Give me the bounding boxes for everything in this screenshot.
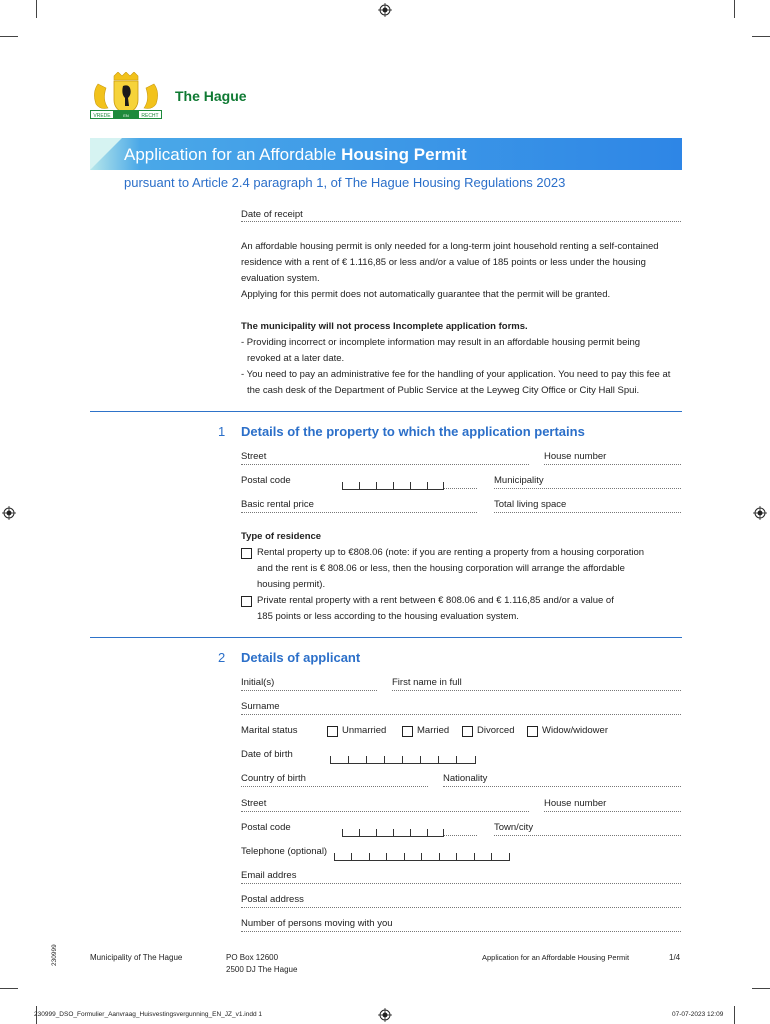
- marital-divorced-label: Divorced: [477, 725, 515, 736]
- crest-motto-mid: EN: [123, 113, 129, 118]
- telephone-boxes[interactable]: [334, 850, 510, 861]
- applicant-postal-code-label: Postal code: [241, 822, 291, 833]
- warning-heading: The municipality will not process Incomplete application forms.: [241, 321, 528, 332]
- telephone-label: Telephone (optional): [241, 846, 328, 857]
- street-field[interactable]: [241, 464, 529, 465]
- section-2-number: 2: [218, 650, 226, 665]
- registration-mark-icon: [378, 1008, 392, 1022]
- date-of-receipt-field[interactable]: [241, 221, 681, 222]
- footer-po-box: PO Box 12600: [226, 953, 279, 962]
- street-label: Street: [241, 451, 267, 462]
- persons-moving-field[interactable]: [241, 931, 681, 932]
- page-subtitle: pursuant to Article 2.4 paragraph 1, of The Hague Housing Regulations 2023: [124, 175, 566, 190]
- applicant-house-number-field[interactable]: [544, 811, 681, 812]
- municipality-label: Municipality: [494, 475, 544, 486]
- nationality-field[interactable]: [443, 786, 681, 787]
- marital-status-label: Marital status: [241, 725, 298, 736]
- postal-code-tail: [444, 488, 477, 489]
- footer-doc-title: Application for an Affordable Housing Permit: [482, 953, 630, 962]
- intro-line: residence with a rent of € 1.116,85 or less and/or a value of 185 points or less under the housing: [241, 257, 646, 268]
- residence-option-1-line: housing permit).: [257, 579, 326, 590]
- basic-rental-price-label: Basic rental price: [241, 499, 314, 510]
- intro-line: An affordable housing permit is only needed for a long-term joint household renting a self-contained: [241, 241, 659, 252]
- page-title-emphasis: Housing Permit: [341, 145, 467, 164]
- footer-municipality: Municipality of The Hague: [90, 953, 183, 962]
- intro-line: evaluation system.: [241, 273, 320, 284]
- slug-date: 07-07-2023 12:09: [672, 1011, 724, 1018]
- slug-file-name: 230999_DSO_Formulier_Aanvraag_Huisvestingsvergunning_EN_JZ_v1.indd 1: [34, 1011, 262, 1018]
- municipality-field[interactable]: [494, 488, 681, 489]
- initials-field[interactable]: [241, 690, 377, 691]
- date-of-birth-label: Date of birth: [241, 749, 293, 760]
- residence-option-1-line: and the rent is € 808.06 or less, then the housing corporation will arrange the affordable: [257, 563, 625, 574]
- applicant-street-label: Street: [241, 798, 267, 809]
- marital-widow-label: Widow/widower: [542, 725, 608, 736]
- section-divider: [90, 637, 682, 638]
- footer-postcode-city: 2500 DJ The Hague: [226, 965, 298, 974]
- country-of-birth-label: Country of birth: [241, 773, 306, 784]
- residence-option-2-line: Private rental property with a rent between € 808.06 and € 1.116,85 and/or a value of: [257, 595, 614, 606]
- footer-page-number: 1/4: [669, 953, 681, 962]
- town-city-label: Town/city: [494, 822, 534, 833]
- section-divider: [90, 411, 682, 412]
- residence-option-1-checkbox[interactable]: [241, 548, 252, 559]
- marital-divorced-checkbox[interactable]: [462, 726, 473, 737]
- postal-address-label: Postal address: [241, 894, 304, 905]
- bullet-line: - Providing incorrect or incomplete information may result in an affordable housing permit being: [241, 337, 641, 348]
- applicant-street-field[interactable]: [241, 811, 529, 812]
- marital-married-checkbox[interactable]: [402, 726, 413, 737]
- the-hague-crest-logo: [88, 72, 164, 122]
- marital-unmarried-checkbox[interactable]: [327, 726, 338, 737]
- postal-address-field[interactable]: [241, 907, 681, 908]
- date-of-birth-boxes[interactable]: [330, 753, 476, 764]
- registration-mark-icon: [378, 3, 392, 17]
- country-of-birth-field[interactable]: [241, 786, 428, 787]
- applicant-postal-code-boxes[interactable]: [342, 826, 444, 837]
- residence-option-2-checkbox[interactable]: [241, 596, 252, 607]
- first-name-field[interactable]: [392, 690, 681, 691]
- section-1-number: 1: [218, 424, 226, 439]
- postal-code-label: Postal code: [241, 475, 291, 486]
- postal-code-boxes[interactable]: [342, 479, 444, 490]
- brand-name: The Hague: [175, 88, 247, 104]
- section-1-title: Details of the property to which the application pertains: [241, 424, 585, 439]
- marital-unmarried-label: Unmarried: [342, 725, 387, 736]
- crest-motto-right: RECHT: [141, 113, 159, 119]
- surname-label: Surname: [241, 701, 280, 712]
- surname-field[interactable]: [241, 714, 681, 715]
- applicant-postal-code-tail: [444, 835, 477, 836]
- bullet-line: - You need to pay an administrative fee for the handling of your application. You need to pay this fee at: [241, 369, 671, 380]
- initials-label: Initial(s): [241, 677, 275, 688]
- type-of-residence-heading: Type of residence: [241, 531, 322, 542]
- basic-rental-price-field[interactable]: [241, 512, 477, 513]
- side-code: 230999: [51, 944, 58, 966]
- registration-mark-icon: [2, 506, 16, 520]
- section-2-title: Details of applicant: [241, 650, 361, 665]
- first-name-label: First name in full: [392, 677, 462, 688]
- residence-option-1-line: Rental property up to €808.06 (note: if you are renting a property from a housing corporation: [257, 547, 645, 558]
- email-field[interactable]: [241, 883, 681, 884]
- email-label: Email addres: [241, 870, 297, 881]
- marital-married-label: Married: [417, 725, 450, 736]
- registration-mark-icon: [753, 506, 767, 520]
- residence-option-2-line: 185 points or less according to the housing evaluation system.: [257, 611, 519, 622]
- nationality-label: Nationality: [443, 773, 488, 784]
- persons-moving-label: Number of persons moving with you: [241, 918, 393, 929]
- house-number-field[interactable]: [544, 464, 681, 465]
- town-city-field[interactable]: [494, 835, 681, 836]
- page-title: Application for an Affordable Housing Permit: [124, 145, 467, 164]
- bullet-line: revoked at a later date.: [247, 353, 345, 364]
- date-of-receipt-label: Date of receipt: [241, 209, 303, 220]
- house-number-label: House number: [544, 451, 607, 462]
- total-living-space-label: Total living space: [494, 499, 567, 510]
- total-living-space-field[interactable]: [494, 512, 681, 513]
- crest-motto-left: VREDE: [93, 113, 111, 119]
- applicant-house-number-label: House number: [544, 798, 607, 809]
- bullet-line: the cash desk of the Department of Public Service at the Leyweg City Office or City Hall Spui.: [247, 385, 640, 396]
- marital-widow-checkbox[interactable]: [527, 726, 538, 737]
- intro-line: Applying for this permit does not automatically guarantee that the permit will be granted.: [241, 289, 611, 300]
